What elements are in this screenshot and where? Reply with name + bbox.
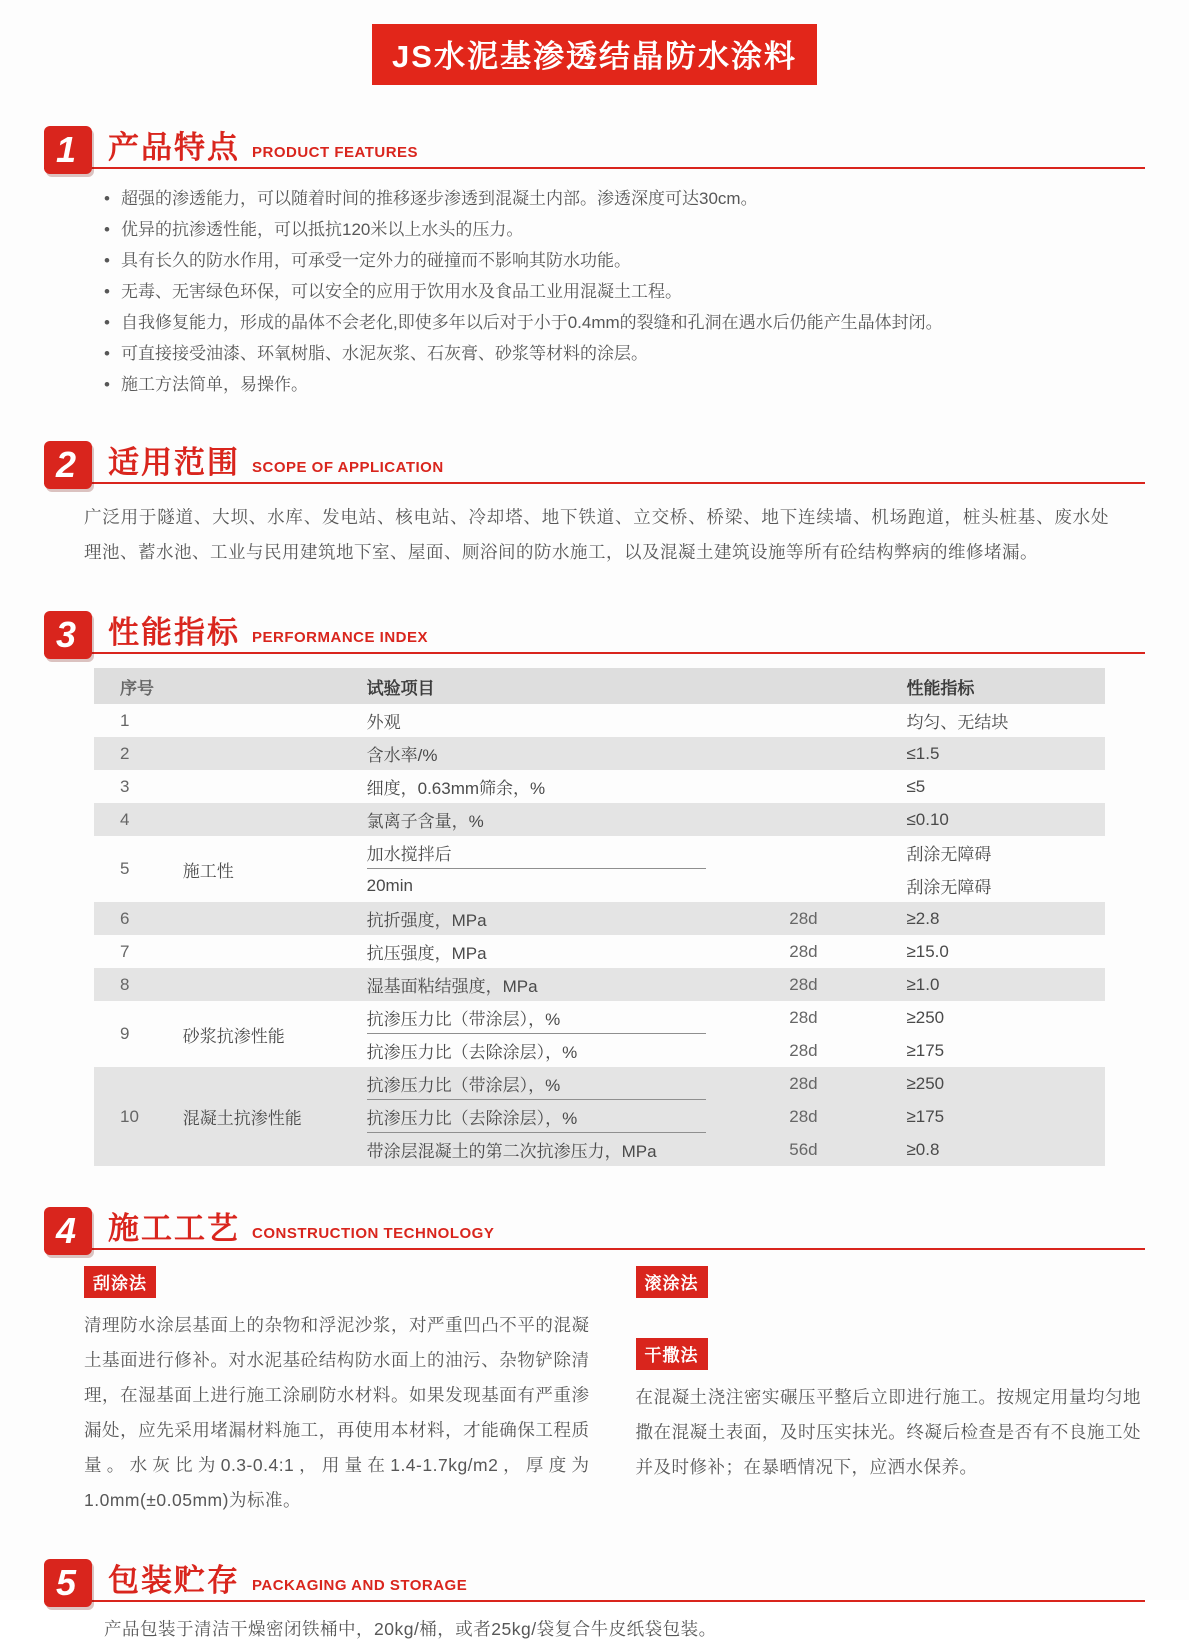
list-item: • 超强的渗透能力，可以随着时间的推移逐步渗透到混凝土内部。渗透深度可达30cm。 — [104, 183, 1145, 214]
table-cell: 28d — [789, 974, 818, 994]
section-title-en: SCOPE OF APPLICATION — [252, 459, 444, 476]
table-cell: 氯离子含量，% — [366, 812, 484, 831]
table-cell: ≥250 ≥175 ≥0.8 — [906, 1073, 945, 1159]
list-item: • 自我修复能力，形成的晶体不会老化,即使多年以后对于小于0.4mm的裂缝和孔洞在遇水后仍能产生晶体封闭。 — [104, 307, 1145, 338]
method-column-right — [636, 1266, 1142, 1518]
list-item: • 可直接接受油漆、环氧树脂、水泥灰浆、石灰膏、砂浆等材料的涂层。 — [104, 338, 1145, 369]
table-cell: 8 — [120, 974, 130, 994]
product-features-list — [104, 183, 1145, 400]
table-cell: 抗渗压力比（带涂层），% 抗渗压力比（去除涂层），% 带涂层混凝土的第二次抗渗压力，MPa — [337, 1067, 762, 1166]
table-cell: 抗折强度，MPa — [366, 911, 487, 930]
table-cell: 加水搅拌后 20min — [337, 836, 762, 902]
table-cell: 3 — [120, 776, 130, 796]
section-title-cn: 包装贮存 — [108, 1563, 240, 1598]
list-item: • 施工方法简单，易操作。 — [104, 369, 1145, 400]
table-row — [94, 935, 1105, 968]
section-number-badge: 1 — [44, 126, 92, 174]
section-title-cn: 适用范围 — [108, 445, 240, 480]
table-row — [94, 1001, 1105, 1067]
table-row — [94, 968, 1105, 1001]
table-cell: 抗压强度，MPa — [366, 944, 487, 963]
table-cell: 2 — [120, 743, 130, 763]
table-cell: ≥250 ≥175 — [906, 1007, 945, 1060]
table-row — [94, 803, 1105, 836]
table-cell: 刮涂无障碍 刮涂无障碍 — [906, 845, 992, 897]
spacer — [636, 1298, 1142, 1338]
table-cell: 28d — [789, 941, 818, 961]
table-cell: 10 — [120, 1106, 139, 1126]
section-title-en: PERFORMANCE INDEX — [252, 629, 429, 646]
table-cell: ≤1.5 — [906, 743, 940, 763]
table-cell — [761, 803, 872, 836]
list-item: • 具有长久的防水作用，可承受一定外力的碰撞而不影响其防水功能。 — [104, 245, 1145, 276]
scope-paragraph: 广泛用于隧道、大坝、水库、发电站、核电站、冷却塔、地下铁道、立交桥、桥梁、地下连续墙、机场跑道，桩头桩基、废水处理池、蓄水池、工业与民用建筑地下室、屋面、厕浴间的防水施工，以及混凝土建筑设施等所有砼结构弊病的维修堵漏。 — [84, 507, 1109, 562]
table-cell: 湿基面粘结强度，MPa — [366, 977, 538, 996]
section-header-construction — [44, 1196, 1145, 1250]
table-row — [94, 737, 1105, 770]
table-cell: ≤5 — [906, 776, 926, 796]
table-row — [94, 770, 1105, 803]
column-header: 性能指标 — [906, 678, 975, 698]
table-row — [94, 1067, 1105, 1166]
table-cell: 6 — [120, 908, 130, 928]
column-header: 试验项目 — [366, 678, 435, 698]
table-header-row — [94, 668, 1105, 704]
table-cell: 抗渗压力比（带涂层），% 抗渗压力比（去除涂层），% — [337, 1001, 762, 1067]
list-item: • 优异的抗渗透性能，可以抵抗120米以上水头的压力。 — [104, 214, 1145, 245]
section-title-cn: 产品特点 — [108, 130, 240, 165]
section-title-en: CONSTRUCTION TECHNOLOGY — [252, 1225, 495, 1242]
section-number-badge: 4 — [44, 1207, 92, 1255]
table-cell: 细度，0.63mm筛余，% — [366, 779, 546, 798]
table-cell: 5 — [120, 859, 130, 878]
table-cell — [761, 704, 872, 737]
table-row — [94, 836, 1105, 902]
table-cell: 均匀、无结块 — [906, 713, 1009, 732]
method-badge-dry-sprinkle: 干撒法 — [636, 1338, 708, 1370]
section-header-performance — [44, 600, 1145, 654]
table-cell: 砂浆抗渗性能 — [182, 1026, 285, 1046]
section-title-en: PACKAGING AND STORAGE — [252, 1577, 468, 1594]
section-header-packaging — [44, 1548, 1145, 1602]
method-text-scrape: 清理防水涂层基面上的杂物和浮泥沙浆，对严重凹凸不平的混凝土基面进行修补。对水泥基砼结构防水面上的油污、杂物铲除清理，在湿基面上进行施工涂刷防水材料。如果发现基面有严重渗漏处，应先采用堵漏材料施工，再使用本材料，才能确保工程质量。水灰比为0.3-0.4:1，用量在1.4-1.7kg/m2，厚度为1.0mm(±0.05mm)为标准。 — [84, 1315, 590, 1510]
table-cell — [761, 770, 872, 803]
construction-methods — [84, 1266, 1141, 1518]
section-title-cn: 性能指标 — [108, 615, 240, 650]
section-title-cn: 施工工艺 — [108, 1211, 240, 1246]
section-title-en: PRODUCT FEATURES — [252, 144, 419, 161]
table-cell: 施工性 — [182, 861, 234, 881]
list-item: • 无毒、无害绿色环保，可以安全的应用于饮用水及食品工业用混凝土工程。 — [104, 276, 1145, 307]
performance-table-body — [94, 704, 1105, 1166]
section-number-badge: 3 — [44, 611, 92, 659]
table-cell: 混凝土抗渗性能 — [182, 1109, 302, 1128]
table-cell: 外观 — [366, 713, 401, 732]
table-cell: 含水率/% — [366, 746, 438, 765]
section-number-badge: 2 — [44, 441, 92, 489]
table-cell — [761, 737, 872, 770]
table-cell: ≥15.0 — [906, 941, 949, 961]
table-cell: 28d 28d 56d — [789, 1073, 818, 1159]
table-cell: 4 — [120, 809, 130, 829]
section-header-scope — [44, 430, 1145, 484]
table-cell: 28d — [789, 908, 818, 928]
column-header: 序号 — [120, 678, 154, 698]
table-cell: 7 — [120, 941, 130, 961]
table-cell: 1 — [120, 710, 130, 730]
section-number-badge: 5 — [44, 1559, 92, 1607]
table-row — [94, 704, 1105, 737]
method-column-left — [84, 1266, 590, 1518]
table-row — [94, 902, 1105, 935]
method-badge-roll: 滚涂法 — [636, 1266, 708, 1298]
table-cell: ≥1.0 — [906, 974, 940, 994]
table-cell: ≥2.8 — [906, 908, 940, 928]
table-cell: 9 — [120, 1024, 130, 1043]
method-badge-scrape: 刮涂法 — [84, 1266, 156, 1298]
section-header-product-features — [44, 115, 1145, 169]
page-title: JS水泥基渗透结晶防水涂料 — [372, 24, 817, 85]
performance-table — [94, 668, 1105, 1166]
method-text-dry-sprinkle: 在混凝土浇注密实碾压平整后立即进行施工。按规定用量均匀地撒在混凝土表面，及时压实抹光。终凝后检查是否有不良施工处并及时修补；在暴晒情况下，应洒水保养。 — [635, 1387, 1141, 1477]
packaging-paragraph: 产品包装于清洁干燥密闭铁桶中，20kg/桶，或者25kg/袋复合牛皮纸袋包装。 — [104, 1619, 717, 1639]
table-cell — [761, 836, 872, 902]
table-cell: 28d 28d — [789, 1007, 818, 1060]
table-cell: ≤0.10 — [906, 809, 949, 829]
